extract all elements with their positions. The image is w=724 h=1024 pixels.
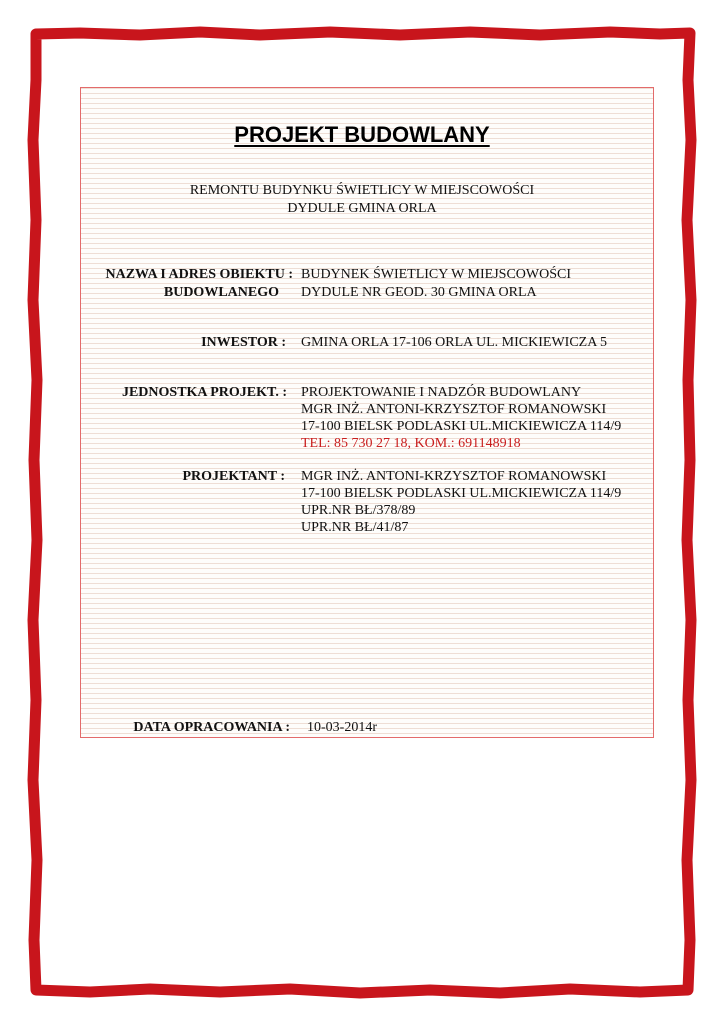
design-unit-line-1: PROJEKTOWANIE I NADZÓR BUDOWLANY	[301, 385, 582, 400]
design-unit-label: JEDNOSTKA PROJEKT. :	[121, 385, 287, 400]
designer-line-3: UPR.NR BŁ/378/89	[301, 503, 416, 518]
object-value-line-1: BUDYNEK ŚWIETLICY W MIEJSCOWOŚCI	[301, 267, 572, 282]
date-value: 10-03-2014r	[307, 720, 377, 735]
object-label-line-2: BUDOWLANEGO	[163, 285, 279, 300]
object-label-line-1: NAZWA I ADRES OBIEKTU :	[105, 267, 293, 282]
designer-line-4: UPR.NR BŁ/41/87	[301, 520, 409, 535]
page-title: PROJEKT BUDOWLANY	[234, 122, 490, 147]
investor-value: GMINA ORLA 17-106 ORLA UL. MICKIEWICZA 5	[301, 335, 608, 350]
investor-label: INWESTOR :	[201, 335, 286, 350]
design-unit-line-3: 17-100 BIELSK PODLASKI UL.MICKIEWICZA 114/9	[301, 419, 622, 434]
object-value-line-2: DYDULE NR GEOD. 30 GMINA ORLA	[301, 285, 537, 300]
subtitle-line-1: REMONTU BUDYNKU ŚWIETLICY W MIEJSCOWOŚCI	[189, 183, 535, 198]
design-unit-line-2: MGR INŻ. ANTONI-KRZYSZTOF ROMANOWSKI	[301, 402, 607, 417]
design-unit-contact: TEL: 85 730 27 18, KOM.: 691148918	[301, 436, 521, 451]
designer-line-2: 17-100 BIELSK PODLASKI UL.MICKIEWICZA 114/9	[301, 486, 622, 501]
subtitle-line-2: DYDULE GMINA ORLA	[287, 201, 437, 216]
date-label: DATA OPRACOWANIA :	[133, 720, 290, 735]
designer-line-1: MGR INŻ. ANTONI-KRZYSZTOF ROMANOWSKI	[301, 469, 607, 484]
designer-label: PROJEKTANT :	[182, 469, 285, 484]
